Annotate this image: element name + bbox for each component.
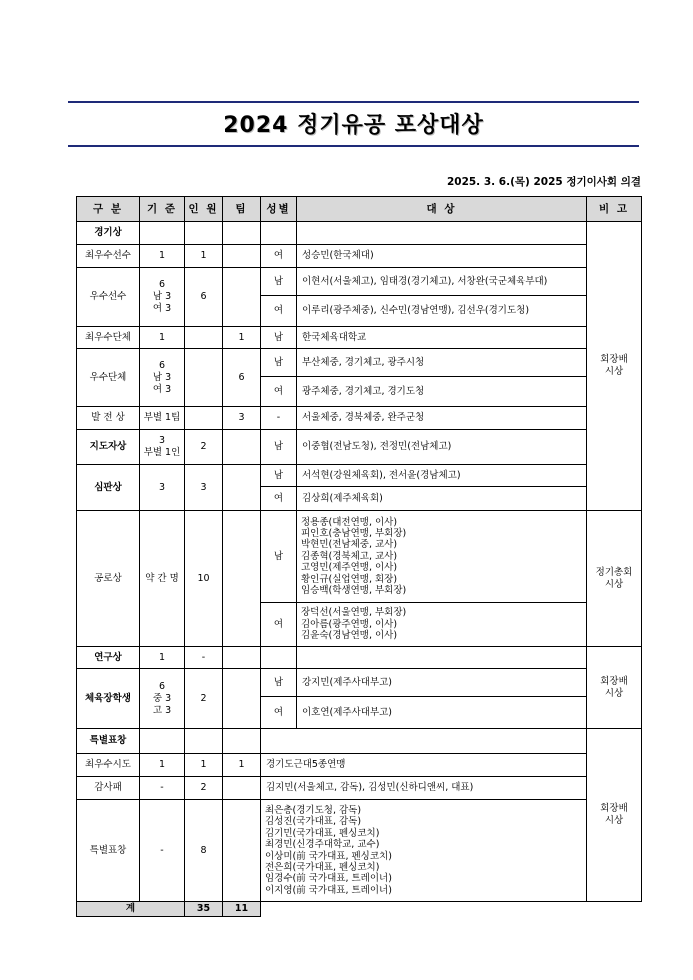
table-row	[77, 245, 642, 268]
target-cell: 김지민(서울체고, 감독), 김성민(신하디앤씨, 대표)	[261, 777, 587, 800]
team-cell: 6	[223, 349, 261, 407]
target-cell: 서석현(강원체육회), 전서윤(경남체고)	[297, 465, 587, 487]
category-cell: 체육장학생	[77, 669, 140, 729]
category-cell: 감사패	[77, 777, 140, 800]
table-row	[77, 465, 642, 487]
gender-cell: 남	[261, 327, 297, 349]
criteria-cell: -	[140, 800, 185, 902]
commendation-target: 임경수(前 국가대표, 트레이너)	[265, 873, 392, 885]
target-cell: 부산체중, 경기체고, 광주시청	[297, 349, 587, 377]
table-row	[77, 729, 642, 754]
table-row	[77, 430, 642, 465]
team-cell: 1	[223, 754, 261, 777]
gender-cell: 남	[261, 430, 297, 465]
total-count: 35	[185, 902, 223, 917]
team-cell: 1	[223, 327, 261, 349]
count-cell: 3	[185, 465, 223, 511]
criteria-cell: -	[140, 777, 185, 800]
total-row	[77, 902, 642, 917]
gender-cell	[261, 647, 297, 669]
target-cell: 경기도근대5종연맹	[261, 754, 587, 777]
criteria-cell: 6 남 3 여 3	[140, 349, 185, 407]
total-label: 계	[77, 902, 185, 917]
team-cell	[223, 268, 261, 327]
count-cell: 2	[185, 430, 223, 465]
table-row	[77, 407, 642, 430]
table-row	[77, 222, 642, 245]
page-title: 2024 정기유공 포상대상	[223, 112, 484, 138]
gender-cell: 여	[261, 697, 297, 729]
count-cell: 8	[185, 800, 223, 902]
remark-cell: 회장배 시상	[587, 729, 642, 902]
decision-note: 2025. 3. 6.(목) 2025 정기이사회 의결	[446, 176, 641, 188]
gender-cell: 여	[261, 377, 297, 407]
commendation-target: 김성진(국가대표, 감독)	[265, 816, 362, 828]
criteria-cell: 1	[140, 647, 185, 669]
merit-target: 김아름(광주연맹, 이사)	[301, 618, 398, 630]
title-bottom-rule	[68, 145, 639, 147]
target-cell	[297, 647, 587, 669]
gender-cell: 남	[261, 349, 297, 377]
section-label: 특별표창	[77, 729, 140, 754]
commendation-target: 이상미(前 국가대표, 펜싱코치)	[265, 850, 392, 862]
category-cell: 최우수시도	[77, 754, 140, 777]
total-team: 11	[223, 902, 261, 917]
team-cell	[223, 465, 261, 511]
target-cell: 이루리(광주체중), 신수민(경남연맹), 김선우(경기도청)	[297, 296, 587, 327]
gender-cell: 남	[261, 465, 297, 487]
team-cell	[223, 245, 261, 268]
gender-cell: 여	[261, 603, 297, 647]
table-row	[77, 800, 642, 902]
commendation-target: 최경민(신경주대학교, 교수)	[265, 839, 380, 851]
category-cell: 최우수선수	[77, 245, 140, 268]
gender-cell: 여	[261, 296, 297, 327]
criteria-cell: 부별 1팀	[140, 407, 185, 430]
target-cell: 김상희(제주체육회)	[297, 487, 587, 511]
criteria-cell: 3 부별 1인	[140, 430, 185, 465]
remark-cell: 회장배 시상	[587, 647, 642, 729]
target-cell	[297, 511, 587, 603]
count-cell: 1	[185, 754, 223, 777]
target-cell: 서울체중, 경북체중, 완주군청	[297, 407, 587, 430]
gender-cell: 남	[261, 511, 297, 603]
header-category: 구 분	[77, 197, 140, 222]
award-table	[76, 196, 642, 917]
team-cell	[223, 669, 261, 729]
count-cell: 10	[185, 511, 223, 647]
merit-target: 김윤숙(경남연맹, 이사)	[301, 630, 398, 642]
gender-cell: 여	[261, 245, 297, 268]
merit-target: 임승백(학생연맹, 부회장)	[301, 585, 407, 597]
team-cell	[223, 800, 261, 902]
target-cell: 한국체육대학교	[297, 327, 587, 349]
category-cell: 우수단체	[77, 349, 140, 407]
category-cell: 공로상	[77, 511, 140, 647]
category-cell: 연구상	[77, 647, 140, 669]
header-criteria: 기 준	[140, 197, 185, 222]
merit-target: 피인호(충남연맹, 부회장)	[301, 527, 407, 539]
team-cell: 3	[223, 407, 261, 430]
category-cell: 최우수단체	[77, 327, 140, 349]
category-cell: 특별표창	[77, 800, 140, 902]
commendation-target: 이지영(前 국가대표, 트레이너)	[265, 884, 392, 896]
header-remark: 비 고	[587, 197, 642, 222]
criteria-cell: 1	[140, 754, 185, 777]
gender-cell: -	[261, 407, 297, 430]
commendation-target: 김기민(국가대표, 펜싱코치)	[265, 827, 380, 839]
criteria-cell: 1	[140, 245, 185, 268]
criteria-cell: 1	[140, 327, 185, 349]
table-row	[77, 268, 642, 296]
target-cell: 광주체중, 경기체고, 경기도청	[297, 377, 587, 407]
header-row	[77, 197, 642, 222]
count-cell	[185, 327, 223, 349]
criteria-cell: 3	[140, 465, 185, 511]
category-cell: 심판상	[77, 465, 140, 511]
category-cell: 우수선수	[77, 268, 140, 327]
team-cell	[223, 777, 261, 800]
count-cell: 2	[185, 777, 223, 800]
merit-target: 고영민(제주연맹, 이사)	[301, 562, 398, 574]
category-cell: 지도자상	[77, 430, 140, 465]
table-row	[77, 777, 642, 800]
commendation-target: 최은총(경기도청, 감독)	[265, 804, 362, 816]
target-cell: 성승민(한국체대)	[297, 245, 587, 268]
table-row	[77, 511, 642, 603]
target-cell: 이호연(제주사대부고)	[297, 697, 587, 729]
table-row	[77, 754, 642, 777]
gender-cell: 남	[261, 268, 297, 296]
target-cell: 이현서(서울체고), 임태경(경기체고), 서창완(국군체육부대)	[297, 268, 587, 296]
commendation-target: 전은희(국가대표, 펜싱코치)	[265, 861, 380, 873]
gender-cell: 남	[261, 669, 297, 697]
table-row	[77, 349, 642, 377]
target-cell: 이중협(전남도청), 전정민(전남체고)	[297, 430, 587, 465]
count-cell: 2	[185, 669, 223, 729]
criteria-cell: 약 간 명	[140, 511, 185, 647]
table-row	[77, 647, 642, 669]
header-team: 팀	[223, 197, 261, 222]
header-gender: 성별	[261, 197, 297, 222]
criteria-cell: 6 중 3 고 3	[140, 669, 185, 729]
remark-cell: 정기총회 시상	[587, 511, 642, 647]
count-cell: 6	[185, 268, 223, 327]
team-cell	[223, 430, 261, 465]
count-cell	[185, 407, 223, 430]
criteria-cell: 6 남 3 여 3	[140, 268, 185, 327]
section-label: 경기상	[77, 222, 140, 245]
merit-target: 황인규(실업연맹, 회장)	[301, 573, 398, 585]
count-cell	[185, 349, 223, 407]
remark-cell: 회장배 시상	[587, 222, 642, 511]
count-cell: -	[185, 647, 223, 669]
table-row	[77, 327, 642, 349]
header-target: 대 상	[297, 197, 587, 222]
merit-target: 김종혁(경북체고, 교사)	[301, 550, 398, 562]
merit-target: 정용종(대전연맹, 이사)	[301, 516, 398, 528]
merit-target: 장덕선(서울연맹, 부회장)	[301, 607, 407, 619]
target-cell	[261, 800, 587, 902]
team-cell	[223, 511, 261, 647]
gender-cell: 여	[261, 487, 297, 511]
target-cell: 강지민(제주사대부고)	[297, 669, 587, 697]
target-cell	[297, 603, 587, 647]
category-cell: 발 전 상	[77, 407, 140, 430]
count-cell: 1	[185, 245, 223, 268]
header-count: 인 원	[185, 197, 223, 222]
team-cell	[223, 647, 261, 669]
merit-target: 박현민(전남체중, 교사)	[301, 539, 398, 551]
table-row	[77, 669, 642, 697]
